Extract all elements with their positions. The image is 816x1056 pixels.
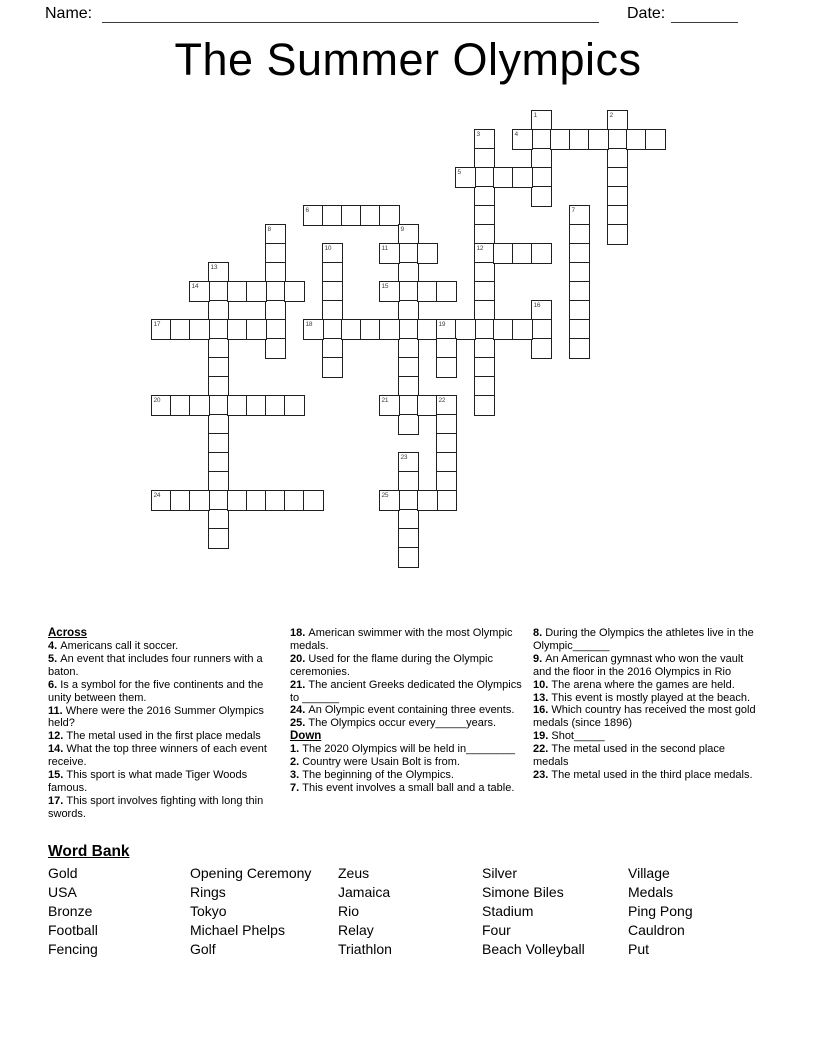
grid-cell-r6-c17[interactable]	[474, 224, 495, 245]
across-header: Across	[48, 627, 87, 639]
word-bank-item: Opening Ceremony	[190, 865, 312, 881]
grid-cell-r17-c15[interactable]	[436, 433, 457, 454]
grid-cell-r20-c12[interactable]	[379, 490, 400, 511]
grid-cell-r9-c17[interactable]	[474, 281, 495, 302]
clue-column-2	[290, 627, 526, 795]
grid-cell-r2-c17[interactable]	[474, 148, 495, 169]
clue-number: 9.	[533, 652, 546, 665]
clue-number: 5.	[48, 652, 61, 665]
cell-number-7: 7	[571, 206, 575, 214]
word-bank-item: Rio	[338, 903, 360, 919]
clue-number: 19.	[533, 730, 552, 743]
grid-cell-r11-c19[interactable]	[512, 319, 533, 340]
grid-cell-r10-c22[interactable]	[569, 300, 590, 321]
clue-number: 7.	[290, 781, 303, 794]
clue-number: 8.	[533, 627, 546, 639]
clue-text: This sport involves fighting with long thin swords.	[48, 794, 264, 820]
grid-cell-r11-c15[interactable]	[436, 319, 457, 340]
cell-number-12: 12	[476, 244, 484, 252]
cell-number-8: 8	[267, 225, 271, 233]
word-bank-item: Triathlon	[338, 941, 392, 957]
cell-number-17: 17	[153, 320, 161, 328]
clue-number: 18.	[290, 627, 309, 639]
grid-cell-r9-c14[interactable]	[417, 281, 438, 302]
clue-across-25	[290, 717, 526, 730]
grid-cell-r20-c2[interactable]	[189, 490, 210, 511]
crossword-grid	[151, 110, 665, 567]
grid-cell-r10-c20[interactable]	[531, 300, 552, 321]
grid-cell-r11-c18[interactable]	[493, 319, 514, 340]
grid-cell-r3-c20[interactable]	[531, 167, 552, 188]
grid-cell-r15-c4[interactable]	[227, 395, 248, 416]
grid-cell-r10-c17[interactable]	[474, 300, 495, 321]
grid-cell-r5-c9[interactable]	[322, 205, 343, 226]
down-clue-list-1	[290, 743, 526, 795]
cell-number-15: 15	[381, 282, 389, 290]
grid-cell-r0-c24[interactable]	[607, 110, 628, 131]
clue-across-5	[48, 653, 286, 679]
grid-cell-r17-c3[interactable]	[208, 433, 229, 454]
grid-cell-r14-c17[interactable]	[474, 376, 495, 397]
clue-number: 6.	[48, 678, 61, 691]
grid-cell-r1-c26[interactable]	[645, 129, 666, 150]
word-bank-item: Cauldron	[628, 922, 685, 938]
cell-number-23: 23	[400, 453, 408, 461]
grid-cell-r20-c8[interactable]	[303, 490, 324, 511]
clue-number: 11.	[48, 704, 66, 717]
grid-cell-r9-c9[interactable]	[322, 281, 343, 302]
grid-cell-r3-c17[interactable]	[474, 167, 495, 188]
clue-across-24	[290, 704, 526, 717]
grid-cell-r13-c9[interactable]	[322, 357, 343, 378]
word-bank-item: Michael Phelps	[190, 922, 285, 938]
word-bank	[48, 843, 788, 964]
grid-cell-r9-c12[interactable]	[379, 281, 400, 302]
clue-text: The metal used in the second place medals	[533, 743, 726, 769]
grid-cell-r3-c16[interactable]	[455, 167, 476, 188]
grid-cell-r6-c22[interactable]	[569, 224, 590, 245]
word-bank-item: Football	[48, 922, 98, 938]
word-bank-item: Golf	[190, 941, 216, 957]
clue-number: 14.	[48, 743, 67, 756]
clue-text: An Olympic event containing three events.	[308, 704, 515, 717]
clue-across-6	[48, 679, 286, 705]
grid-cell-r8-c3[interactable]	[208, 262, 229, 283]
grid-cell-r1-c22[interactable]	[569, 129, 590, 150]
grid-cell-r6-c13[interactable]	[398, 224, 419, 245]
grid-cell-r12-c6[interactable]	[265, 338, 286, 359]
grid-cell-r13-c15[interactable]	[436, 357, 457, 378]
grid-cell-r11-c10[interactable]	[341, 319, 362, 340]
grid-cell-r22-c13[interactable]	[398, 528, 419, 549]
grid-cell-r12-c20[interactable]	[531, 338, 552, 359]
grid-cell-r11-c1[interactable]	[170, 319, 191, 340]
grid-cell-r15-c0[interactable]	[151, 395, 172, 416]
word-bank-item: Beach Volleyball	[482, 941, 585, 957]
grid-cell-r9-c22[interactable]	[569, 281, 590, 302]
clue-text: The metal used in the third place medals.	[551, 768, 753, 781]
grid-cell-r19-c13[interactable]	[398, 471, 419, 492]
grid-cell-r11-c6[interactable]	[265, 319, 286, 340]
grid-cell-r15-c7[interactable]	[284, 395, 305, 416]
clue-down-8	[533, 627, 761, 653]
grid-cell-r11-c16[interactable]	[455, 319, 476, 340]
grid-cell-r2-c20[interactable]	[531, 148, 552, 169]
clue-text: What the top three winners of each event receive.	[48, 743, 267, 769]
clue-number: 2.	[290, 756, 303, 769]
clue-text: American swimmer with the most Olympic medals.	[290, 627, 513, 652]
cell-number-10: 10	[324, 244, 332, 252]
grid-cell-r10-c13[interactable]	[398, 300, 419, 321]
grid-cell-r7-c20[interactable]	[531, 243, 552, 264]
word-bank-item: USA	[48, 884, 77, 900]
word-bank-item: Gold	[48, 865, 78, 881]
grid-cell-r16-c15[interactable]	[436, 414, 457, 435]
grid-cell-r11-c4[interactable]	[227, 319, 248, 340]
clue-text: Where were the 2016 Summer Olympics held?	[48, 704, 264, 730]
clue-down-9	[533, 653, 761, 679]
word-bank-item: Simone Biles	[482, 884, 564, 900]
clue-across-17	[48, 795, 286, 821]
grid-cell-r12-c3[interactable]	[208, 338, 229, 359]
grid-cell-r11-c20[interactable]	[531, 319, 552, 340]
grid-cell-r20-c14[interactable]	[417, 490, 438, 511]
grid-cell-r20-c4[interactable]	[227, 490, 248, 511]
grid-cell-r5-c12[interactable]	[379, 205, 400, 226]
clue-number: 12.	[48, 730, 67, 743]
clue-across-4	[48, 640, 286, 653]
word-bank-item: Silver	[482, 865, 518, 881]
word-bank-item: Put	[628, 941, 650, 957]
across-clue-list-1	[48, 640, 286, 821]
grid-cell-r1-c25[interactable]	[626, 129, 647, 150]
grid-cell-r8-c17[interactable]	[474, 262, 495, 283]
name-field-line[interactable]	[102, 1, 599, 23]
cell-number-1: 1	[533, 111, 537, 119]
clue-number: 21.	[290, 678, 309, 691]
grid-cell-r12-c9[interactable]	[322, 338, 343, 359]
clue-text: Is a symbol for the five continents and the unity between them.	[48, 678, 264, 704]
word-bank-column-5	[628, 864, 693, 959]
grid-cell-r19-c3[interactable]	[208, 471, 229, 492]
clue-text: The ancient Greeks dedicated the Olympics to ______	[290, 678, 522, 704]
cell-number-3: 3	[476, 130, 480, 138]
grid-cell-r5-c22[interactable]	[569, 205, 590, 226]
cell-number-5: 5	[457, 168, 461, 176]
word-bank-item: Medals	[628, 884, 674, 900]
grid-cell-r11-c5[interactable]	[246, 319, 267, 340]
clue-across-20	[290, 653, 526, 679]
grid-cell-r20-c13[interactable]	[398, 490, 419, 511]
grid-cell-r11-c2[interactable]	[189, 319, 210, 340]
grid-cell-r13-c17[interactable]	[474, 357, 495, 378]
grid-cell-r4-c17[interactable]	[474, 186, 495, 207]
grid-cell-r7-c19[interactable]	[512, 243, 533, 264]
clue-number: 13.	[533, 691, 552, 704]
grid-cell-r18-c3[interactable]	[208, 452, 229, 473]
word-bank-item: Jamaica	[338, 884, 391, 900]
grid-cell-r1-c23[interactable]	[588, 129, 609, 150]
grid-cell-r15-c2[interactable]	[189, 395, 210, 416]
grid-cell-r16-c3[interactable]	[208, 414, 229, 435]
grid-cell-r21-c3[interactable]	[208, 509, 229, 530]
grid-cell-r20-c15[interactable]	[436, 490, 457, 511]
grid-cell-r9-c15[interactable]	[436, 281, 457, 302]
grid-cell-r11-c13[interactable]	[398, 319, 419, 340]
grid-cell-r8-c13[interactable]	[398, 262, 419, 283]
grid-cell-r0-c20[interactable]	[531, 110, 552, 131]
word-bank-item: Ping Pong	[628, 903, 693, 919]
word-bank-item: Tokyo	[190, 903, 227, 919]
clue-text: During the Olympics the athletes live in the Olympic______	[533, 627, 754, 652]
clue-number: 16.	[533, 704, 552, 717]
clue-number: 20.	[290, 652, 309, 665]
name-label: Name:	[45, 5, 93, 22]
grid-cell-r2-c24[interactable]	[607, 148, 628, 169]
grid-cell-r15-c17[interactable]	[474, 395, 495, 416]
grid-cell-r5-c11[interactable]	[360, 205, 381, 226]
cell-number-4: 4	[514, 130, 518, 138]
grid-cell-r1-c20[interactable]	[531, 129, 552, 150]
grid-cell-r8-c6[interactable]	[265, 262, 286, 283]
clue-across-11	[48, 705, 286, 731]
page-title: The Summer Olympics	[174, 34, 642, 85]
grid-cell-r20-c5[interactable]	[246, 490, 267, 511]
grid-cell-r20-c3[interactable]	[208, 490, 229, 511]
grid-cell-r16-c13[interactable]	[398, 414, 419, 435]
clue-down-1	[290, 743, 526, 756]
grid-cell-r1-c24[interactable]	[607, 129, 628, 150]
clue-number: 15.	[48, 769, 67, 782]
grid-cell-r11-c17[interactable]	[474, 319, 495, 340]
word-bank-item: Rings	[190, 884, 226, 900]
word-bank-column-3	[338, 864, 392, 959]
grid-cell-r20-c6[interactable]	[265, 490, 286, 511]
clue-down-3	[290, 769, 526, 782]
grid-cell-r7-c9[interactable]	[322, 243, 343, 264]
grid-cell-r11-c22[interactable]	[569, 319, 590, 340]
grid-cell-r5-c8[interactable]	[303, 205, 324, 226]
grid-cell-r23-c13[interactable]	[398, 547, 419, 568]
clue-text: The 2020 Olympics will be held in________	[302, 743, 516, 756]
clue-down-7	[290, 782, 526, 795]
grid-cell-r14-c13[interactable]	[398, 376, 419, 397]
across-clue-list-2	[290, 627, 526, 730]
grid-cell-r1-c21[interactable]	[550, 129, 571, 150]
word-bank-columns	[48, 864, 788, 964]
cell-number-18: 18	[305, 320, 313, 328]
clue-text: This event is mostly played at the beach.	[551, 691, 751, 704]
cell-number-2: 2	[609, 111, 613, 119]
clue-number: 17.	[48, 794, 67, 807]
grid-cell-r19-c15[interactable]	[436, 471, 457, 492]
grid-cell-r1-c17[interactable]	[474, 129, 495, 150]
word-bank-item: Bronze	[48, 903, 93, 919]
clue-text: An American gymnast who won the vault and the floor in the 2016 Olympics in Rio	[533, 652, 744, 678]
grid-cell-r7-c17[interactable]	[474, 243, 495, 264]
grid-cell-r8-c9[interactable]	[322, 262, 343, 283]
grid-cell-r9-c2[interactable]	[189, 281, 210, 302]
clue-across-15	[48, 769, 286, 795]
grid-cell-r12-c13[interactable]	[398, 338, 419, 359]
clue-down-16	[533, 704, 761, 730]
clue-text: This event involves a small ball and a table.	[302, 781, 515, 794]
clue-across-12	[48, 730, 286, 743]
grid-cell-r15-c5[interactable]	[246, 395, 267, 416]
grid-cell-r18-c15[interactable]	[436, 452, 457, 473]
grid-cell-r15-c13[interactable]	[398, 395, 419, 416]
grid-cell-r10-c9[interactable]	[322, 300, 343, 321]
clue-number: 25.	[290, 717, 309, 730]
grid-cell-r14-c3[interactable]	[208, 376, 229, 397]
grid-cell-r7-c22[interactable]	[569, 243, 590, 264]
grid-cell-r15-c14[interactable]	[417, 395, 438, 416]
grid-cell-r6-c6[interactable]	[265, 224, 286, 245]
clue-text: Which country has received the most gold medals (since 1896)	[533, 704, 756, 730]
clue-down-10	[533, 679, 761, 692]
grid-cell-r22-c3[interactable]	[208, 528, 229, 549]
down-header: Down	[290, 730, 322, 743]
grid-cell-r13-c3[interactable]	[208, 357, 229, 378]
grid-cell-r9-c13[interactable]	[398, 281, 419, 302]
cell-number-22: 22	[438, 396, 446, 404]
cell-number-11: 11	[381, 244, 388, 252]
grid-cell-r7-c18[interactable]	[493, 243, 514, 264]
cell-number-13: 13	[210, 263, 218, 271]
grid-cell-r7-c13[interactable]	[398, 243, 419, 264]
grid-cell-r11-c9[interactable]	[322, 319, 343, 340]
grid-cell-r18-c13[interactable]	[398, 452, 419, 473]
clue-text: Shot_____	[551, 730, 605, 743]
clue-across-14	[48, 743, 286, 769]
word-bank-header: Word Bank	[48, 843, 130, 860]
clue-number: 24.	[290, 704, 309, 717]
clue-down-19	[533, 730, 761, 743]
cell-number-24: 24	[153, 491, 161, 499]
cell-number-20: 20	[153, 396, 161, 404]
cell-number-19: 19	[438, 320, 446, 328]
grid-cell-r7-c14[interactable]	[417, 243, 438, 264]
grid-cell-r12-c17[interactable]	[474, 338, 495, 359]
clue-column-3	[533, 627, 761, 782]
clue-down-13	[533, 692, 761, 705]
word-bank-item: Zeus	[338, 865, 370, 881]
clue-number: 23.	[533, 768, 552, 781]
cell-number-9: 9	[400, 225, 404, 233]
cell-number-6: 6	[305, 206, 309, 214]
grid-cell-r8-c22[interactable]	[569, 262, 590, 283]
grid-cell-r11-c0[interactable]	[151, 319, 172, 340]
word-bank-column-2	[190, 864, 311, 959]
cell-number-14: 14	[191, 282, 199, 290]
grid-cell-r9-c7[interactable]	[284, 281, 305, 302]
grid-cell-r12-c22[interactable]	[569, 338, 590, 359]
clue-down-23	[533, 769, 761, 782]
date-field-line[interactable]	[671, 1, 738, 23]
clue-text: Used for the flame during the Olympic ceremonies.	[290, 652, 493, 678]
grid-cell-r11-c12[interactable]	[379, 319, 400, 340]
grid-cell-r4-c20[interactable]	[531, 186, 552, 207]
clue-text: Americans call it soccer.	[60, 640, 179, 652]
grid-cell-r6-c24[interactable]	[607, 224, 628, 245]
grid-cell-r5-c10[interactable]	[341, 205, 362, 226]
grid-cell-r4-c24[interactable]	[607, 186, 628, 207]
clue-number: 22.	[533, 743, 552, 756]
word-bank-item: Village	[628, 865, 670, 881]
clue-text: Country were Usain Bolt is from.	[302, 756, 460, 769]
clue-text: The beginning of the Olympics.	[302, 769, 454, 782]
cell-number-16: 16	[533, 301, 541, 309]
grid-cell-r11-c11[interactable]	[360, 319, 381, 340]
clue-text: The Olympics occur every_____years.	[308, 717, 497, 730]
clue-across-21	[290, 679, 526, 705]
down-clue-list-2	[533, 627, 761, 782]
date-label: Date:	[627, 5, 666, 22]
grid-cell-r15-c1[interactable]	[170, 395, 191, 416]
clue-down-22	[533, 743, 761, 769]
cell-number-25: 25	[381, 491, 389, 499]
clue-number: 3.	[290, 769, 303, 782]
cell-number-21: 21	[381, 396, 389, 404]
grid-cell-r3-c19[interactable]	[512, 167, 533, 188]
clue-text: An event that includes four runners with a baton.	[48, 652, 263, 678]
grid-cell-r3-c24[interactable]	[607, 167, 628, 188]
grid-cell-r7-c6[interactable]	[265, 243, 286, 264]
word-bank-item: Four	[482, 922, 511, 938]
word-bank-column-1	[48, 864, 98, 959]
grid-cell-r15-c15[interactable]	[436, 395, 457, 416]
word-bank-column-4	[482, 864, 585, 959]
clue-down-2	[290, 756, 526, 769]
clue-text: This sport is what made Tiger Woods famous.	[48, 769, 248, 794]
grid-cell-r20-c0[interactable]	[151, 490, 172, 511]
clue-number: 4.	[48, 640, 61, 652]
clue-column-1	[48, 627, 286, 821]
grid-cell-r9-c6[interactable]	[265, 281, 286, 302]
grid-cell-r20-c1[interactable]	[170, 490, 191, 511]
grid-cell-r9-c3[interactable]	[208, 281, 229, 302]
clue-number: 1.	[290, 743, 303, 756]
grid-cell-r15-c12[interactable]	[379, 395, 400, 416]
grid-cell-r5-c17[interactable]	[474, 205, 495, 226]
word-bank-item: Fencing	[48, 941, 98, 957]
grid-cell-r9-c4[interactable]	[227, 281, 248, 302]
word-bank-item: Stadium	[482, 903, 534, 919]
grid-cell-r13-c13[interactable]	[398, 357, 419, 378]
grid-cell-r20-c7[interactable]	[284, 490, 305, 511]
word-bank-item: Relay	[338, 922, 374, 938]
grid-cell-r15-c3[interactable]	[208, 395, 229, 416]
grid-cell-r9-c5[interactable]	[246, 281, 267, 302]
grid-cell-r15-c6[interactable]	[265, 395, 286, 416]
clue-number: 10.	[533, 678, 552, 691]
grid-cell-r3-c18[interactable]	[493, 167, 514, 188]
grid-cell-r11-c8[interactable]	[303, 319, 324, 340]
clue-text: The metal used in the first place medals	[66, 730, 261, 743]
grid-cell-r21-c13[interactable]	[398, 509, 419, 530]
grid-cell-r11-c14[interactable]	[417, 319, 438, 340]
grid-cell-r7-c12[interactable]	[379, 243, 400, 264]
grid-cell-r5-c24[interactable]	[607, 205, 628, 226]
grid-cell-r12-c15[interactable]	[436, 338, 457, 359]
grid-cell-r11-c3[interactable]	[208, 319, 229, 340]
clue-across-18	[290, 627, 526, 653]
clue-text: The arena where the games are held.	[551, 678, 735, 691]
grid-cell-r10-c6[interactable]	[265, 300, 286, 321]
grid-cell-r10-c3[interactable]	[208, 300, 229, 321]
grid-cell-r1-c19[interactable]	[512, 129, 533, 150]
